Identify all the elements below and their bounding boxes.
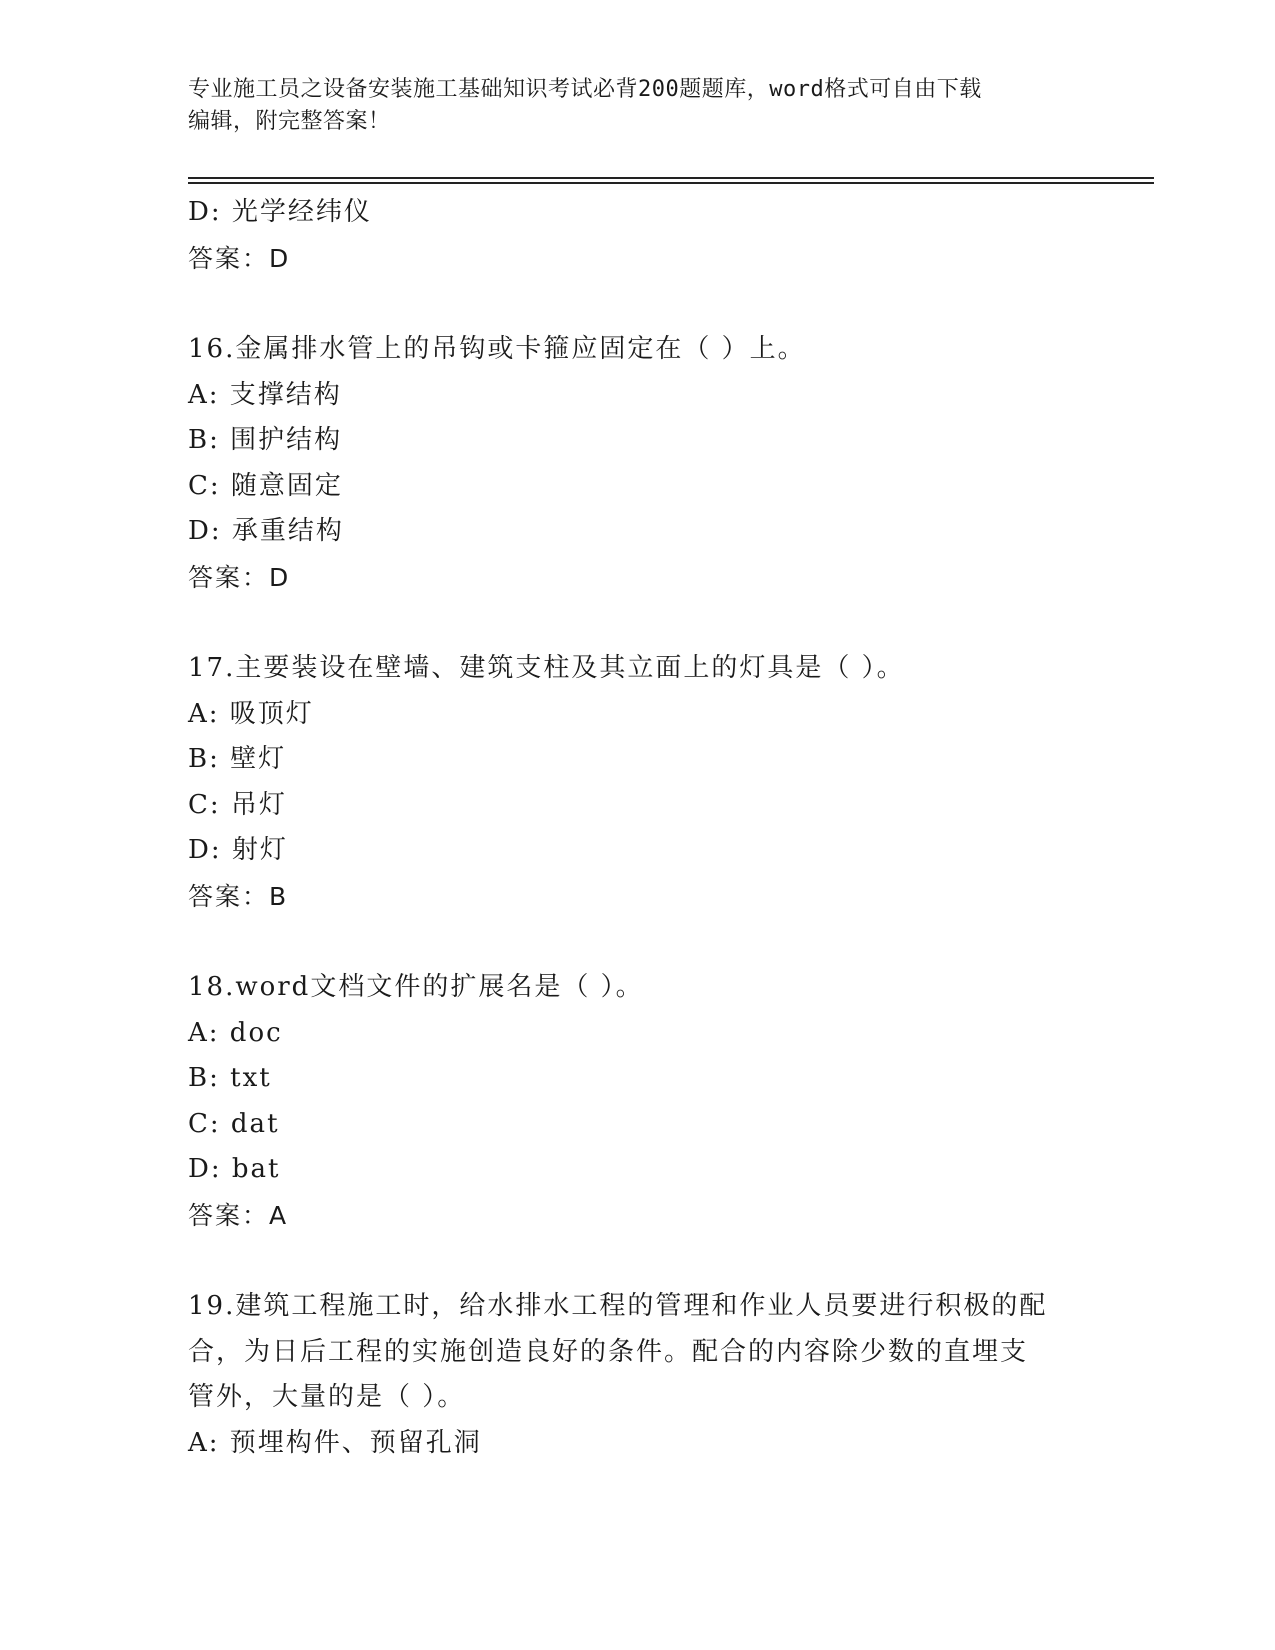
question-19-title-line-2: 合，为日后工程的实施创造良好的条件。配合的内容除少数的直埋支 xyxy=(188,1336,1029,1367)
question-18-option-b: B: txt xyxy=(188,1063,272,1093)
question-18-option-c: C: dat xyxy=(188,1108,280,1139)
question-18 xyxy=(188,965,1088,1238)
question-16-answer: 答案：D xyxy=(188,562,291,592)
question-17-title: 17.主要装设在壁墙、建筑支柱及其立面上的灯具是（ ）。 xyxy=(188,653,905,683)
question-16-title: 16.金属排水管上的吊钩或卡箍应固定在（ ）上。 xyxy=(188,334,806,364)
question-18-option-d: D: bat xyxy=(188,1154,281,1184)
spacer xyxy=(188,919,1088,965)
question-16 xyxy=(188,327,1088,600)
question-19-option-a: A: 预埋构件、预留孔洞 xyxy=(188,1427,482,1458)
question-16-option-d: D: 承重结构 xyxy=(188,516,344,546)
header-title-line-2: 编辑，附完整答案！ xyxy=(188,109,391,134)
question-18-answer: 答案：A xyxy=(188,1200,289,1230)
spacer xyxy=(188,281,1088,327)
question-18-title: 18.word文档文件的扩展名是（ ）。 xyxy=(188,972,644,1002)
question-17-option-c: C: 吊灯 xyxy=(188,789,287,820)
document-header xyxy=(188,74,1068,138)
question-17-option-a: A: 吸顶灯 xyxy=(188,698,314,729)
spacer xyxy=(188,600,1088,646)
question-17-option-b: B: 壁灯 xyxy=(188,744,287,774)
question-17-option-d: D: 射灯 xyxy=(188,835,288,865)
question-19-title-line-3: 管外，大量的是（ ）。 xyxy=(188,1382,466,1412)
question-17-answer: 答案：B xyxy=(188,881,289,911)
question-17 xyxy=(188,646,1088,919)
question-content xyxy=(188,190,1088,1466)
question-19 xyxy=(188,1284,1088,1466)
question-16-option-a: A: 支撑结构 xyxy=(188,379,342,410)
spacer xyxy=(188,1238,1088,1284)
header-divider-top xyxy=(188,177,1154,179)
question-16-option-c: C: 随意固定 xyxy=(188,470,343,501)
question-15-answer: 答案：D xyxy=(188,243,291,273)
question-18-option-a: A: doc xyxy=(188,1017,283,1048)
question-16-option-b: B: 围护结构 xyxy=(188,425,343,455)
header-title-line-1: 专业施工员之设备安装施工基础知识考试必背200题题库，word格式可自由下载 xyxy=(188,77,982,102)
header-divider-bottom xyxy=(188,182,1154,184)
question-15-option-d: D: 光学经纬仪 xyxy=(188,197,372,227)
question-19-title-line-1: 19.建筑工程施工时，给水排水工程的管理和作业人员要进行积极的配 xyxy=(188,1291,1048,1321)
